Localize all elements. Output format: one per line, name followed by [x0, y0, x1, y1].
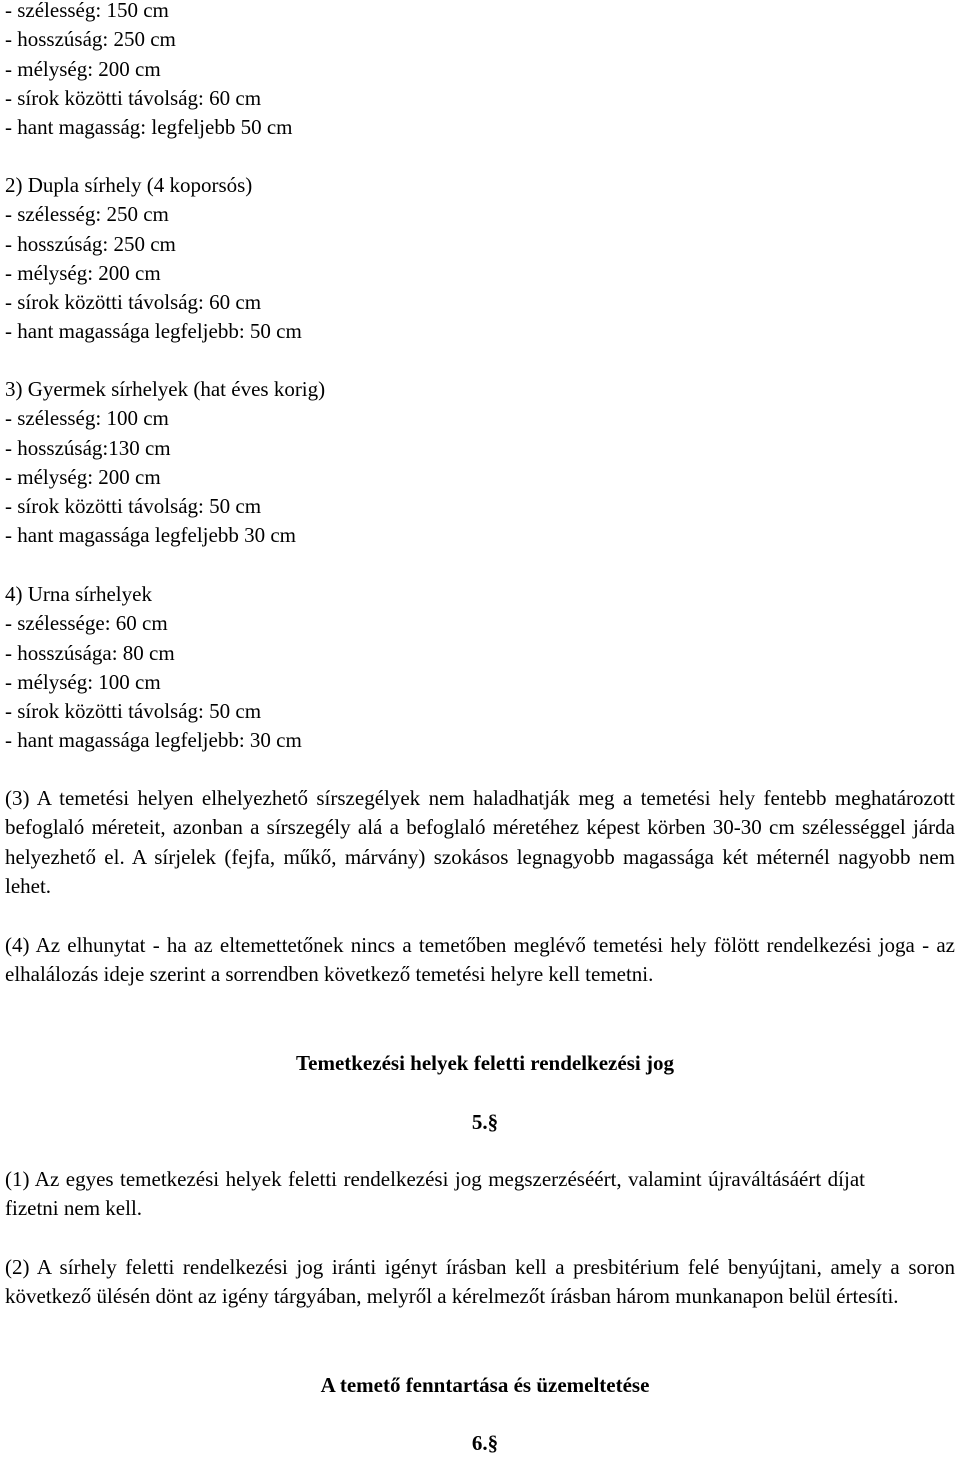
list-item: - sírok közötti távolság: 60 cm [5, 85, 262, 110]
section-title: 2) Dupla sírhely (4 koporsós) [5, 173, 253, 197]
list-item: - hosszúság: 250 cm [5, 231, 176, 256]
paragraph-5-1: (1) Az egyes temetkezési helyek feletti rendelkezési jog megszerzéséért, valamint újraváltásáért díjat fizetni nem kell. [5, 1167, 865, 1221]
list-item: - hosszúsága: 80 cm [5, 640, 175, 665]
list-item: - szélesség: 150 cm [5, 0, 169, 22]
list-item: - hant magassága legfeljebb 30 cm [5, 523, 296, 548]
list-section-2 [5, 171, 302, 347]
list-item: - hant magasság: legfeljebb 50 cm [5, 115, 293, 140]
list-section-1 [5, 0, 293, 142]
section-number: 5.§ [471, 1110, 499, 1134]
list-item: - mélység: 200 cm [5, 56, 161, 81]
list-section-4 [5, 580, 302, 756]
list-section-3 [5, 375, 325, 551]
list-item: - hant magassága legfeljebb: 30 cm [5, 728, 302, 753]
section-heading: A temető fenntartása és üzemeltetése [320, 1373, 650, 1397]
list-item: - szélessége: 60 cm [5, 611, 168, 636]
list-item: - mélység: 200 cm [5, 260, 161, 285]
list-item: - szélesség: 100 cm [5, 406, 169, 431]
list-item: - sírok közötti távolság: 50 cm [5, 494, 262, 519]
list-item: - mélység: 100 cm [5, 669, 161, 694]
paragraph-4: (4) Az elhunytat - ha az eltemettetőnek nincs a temetőben meglévő temetési hely fölött rendelkezési joga - az elhalálozás ideje szerint a sorrendben következő temetési helyre kell temetni. [5, 933, 955, 987]
section-heading: Temetkezési helyek feletti rendelkezési jog [296, 1051, 674, 1075]
paragraph-3: (3) A temetési helyen elhelyezhető sírszegélyek nem haladhatják meg a temetési hely fentebb meghatározott befoglaló méreteit, azonban a sírszegély alá a befoglaló méretéhez képest körben 30-30 cm szélességgel járda helyezhető el. A sírjelek (fejfa, műkő, márvány) szokásos legnagyobb magassága két méternél nagyobb nem lehet. [5, 786, 955, 898]
section-title: 3) Gyermek sírhelyek (hat éves korig) [5, 377, 326, 401]
list-item: - hosszúság:130 cm [5, 435, 171, 460]
section-number: 6.§ [471, 1431, 499, 1455]
section-title: 4) Urna sírhelyek [5, 582, 152, 606]
list-item: - mélység: 200 cm [5, 464, 161, 489]
list-item: - hant magassága legfeljebb: 50 cm [5, 319, 302, 344]
list-item: - hosszúság: 250 cm [5, 27, 176, 52]
list-item: - sírok közötti távolság: 50 cm [5, 699, 262, 724]
list-item: - szélesség: 250 cm [5, 202, 169, 227]
paragraph-5-2: (2) A sírhely feletti rendelkezési jog iránti igényt írásban kell a presbitérium felé benyújtani, amely a soron következő ülésén dönt az igény tárgyában, melyről a kérelmezőt írásban három munkanapon belül értesíti. [5, 1255, 955, 1309]
list-item: - sírok közötti távolság: 60 cm [5, 290, 262, 315]
